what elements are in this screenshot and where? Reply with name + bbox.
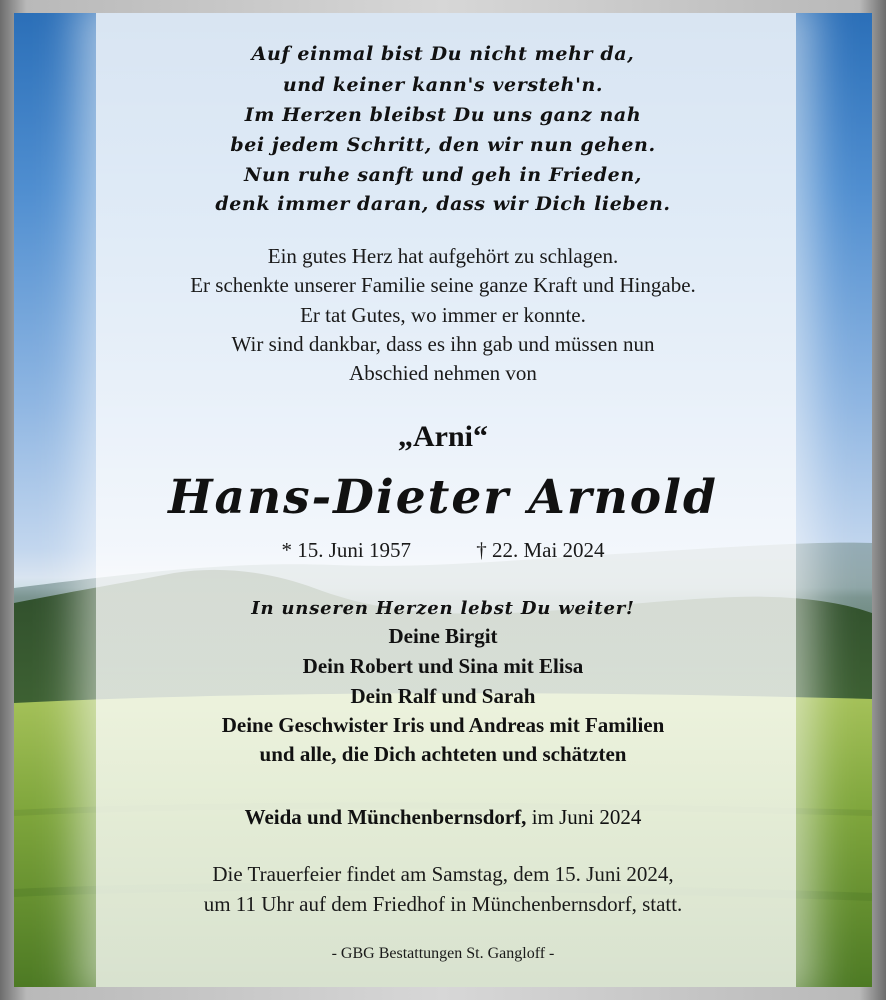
life-dates	[0, 538, 886, 563]
undertaker: - GBG Bestattungen St. Gangloff -	[331, 945, 555, 962]
mourner-line: Deine Birgit	[388, 624, 498, 648]
birth-date: * 15. Juni 1957	[281, 538, 411, 562]
funeral-info-line: Die Trauerfeier findet am Samstag, dem 15. Juni 2024,	[212, 862, 674, 886]
deceased-nickname: „Arni“	[398, 420, 488, 453]
poem-line: Nun ruhe sanft und geh in Frieden,	[244, 164, 642, 186]
intro-line: Er schenkte unserer Familie seine ganze Kraft und Hingabe.	[190, 273, 696, 297]
intro-line: Wir sind dankbar, dass es ihn gab und müssen nun	[231, 332, 655, 356]
deceased-name: Hans-Dieter Arnold	[168, 470, 718, 525]
poem-line: bei jedem Schritt, den wir nun gehen.	[230, 134, 656, 156]
poem-line: und keiner kann's versteh'n.	[282, 74, 604, 96]
poem-line: denk immer daran, dass wir Dich lieben.	[215, 193, 671, 215]
place-and-date	[0, 805, 886, 830]
motto: In unseren Herzen lebst Du weiter!	[251, 598, 635, 619]
intro-line: Abschied nehmen von	[349, 361, 537, 385]
date: im Juni 2024	[531, 805, 642, 829]
death-date: † 22. Mai 2024	[476, 538, 605, 562]
mourner-line: und alle, die Dich achteten und schätzten	[259, 742, 627, 766]
mourner-line: Dein Robert und Sina mit Elisa	[302, 654, 584, 678]
mourner-line: Deine Geschwister Iris und Andreas mit Familien	[221, 713, 665, 737]
poem-line: Auf einmal bist Du nicht mehr da,	[251, 43, 635, 65]
intro-line: Ein gutes Herz hat aufgehört zu schlagen.	[267, 244, 619, 268]
funeral-info-line: um 11 Uhr auf dem Friedhof in Münchenbernsdorf, statt.	[203, 892, 683, 916]
intro-line: Er tat Gutes, wo immer er konnte.	[300, 303, 586, 327]
poem-line: Im Herzen bleibst Du uns ganz nah	[244, 104, 642, 126]
mourner-line: Dein Ralf und Sarah	[350, 684, 536, 708]
place: Weida und Münchenbernsdorf,	[244, 805, 527, 829]
